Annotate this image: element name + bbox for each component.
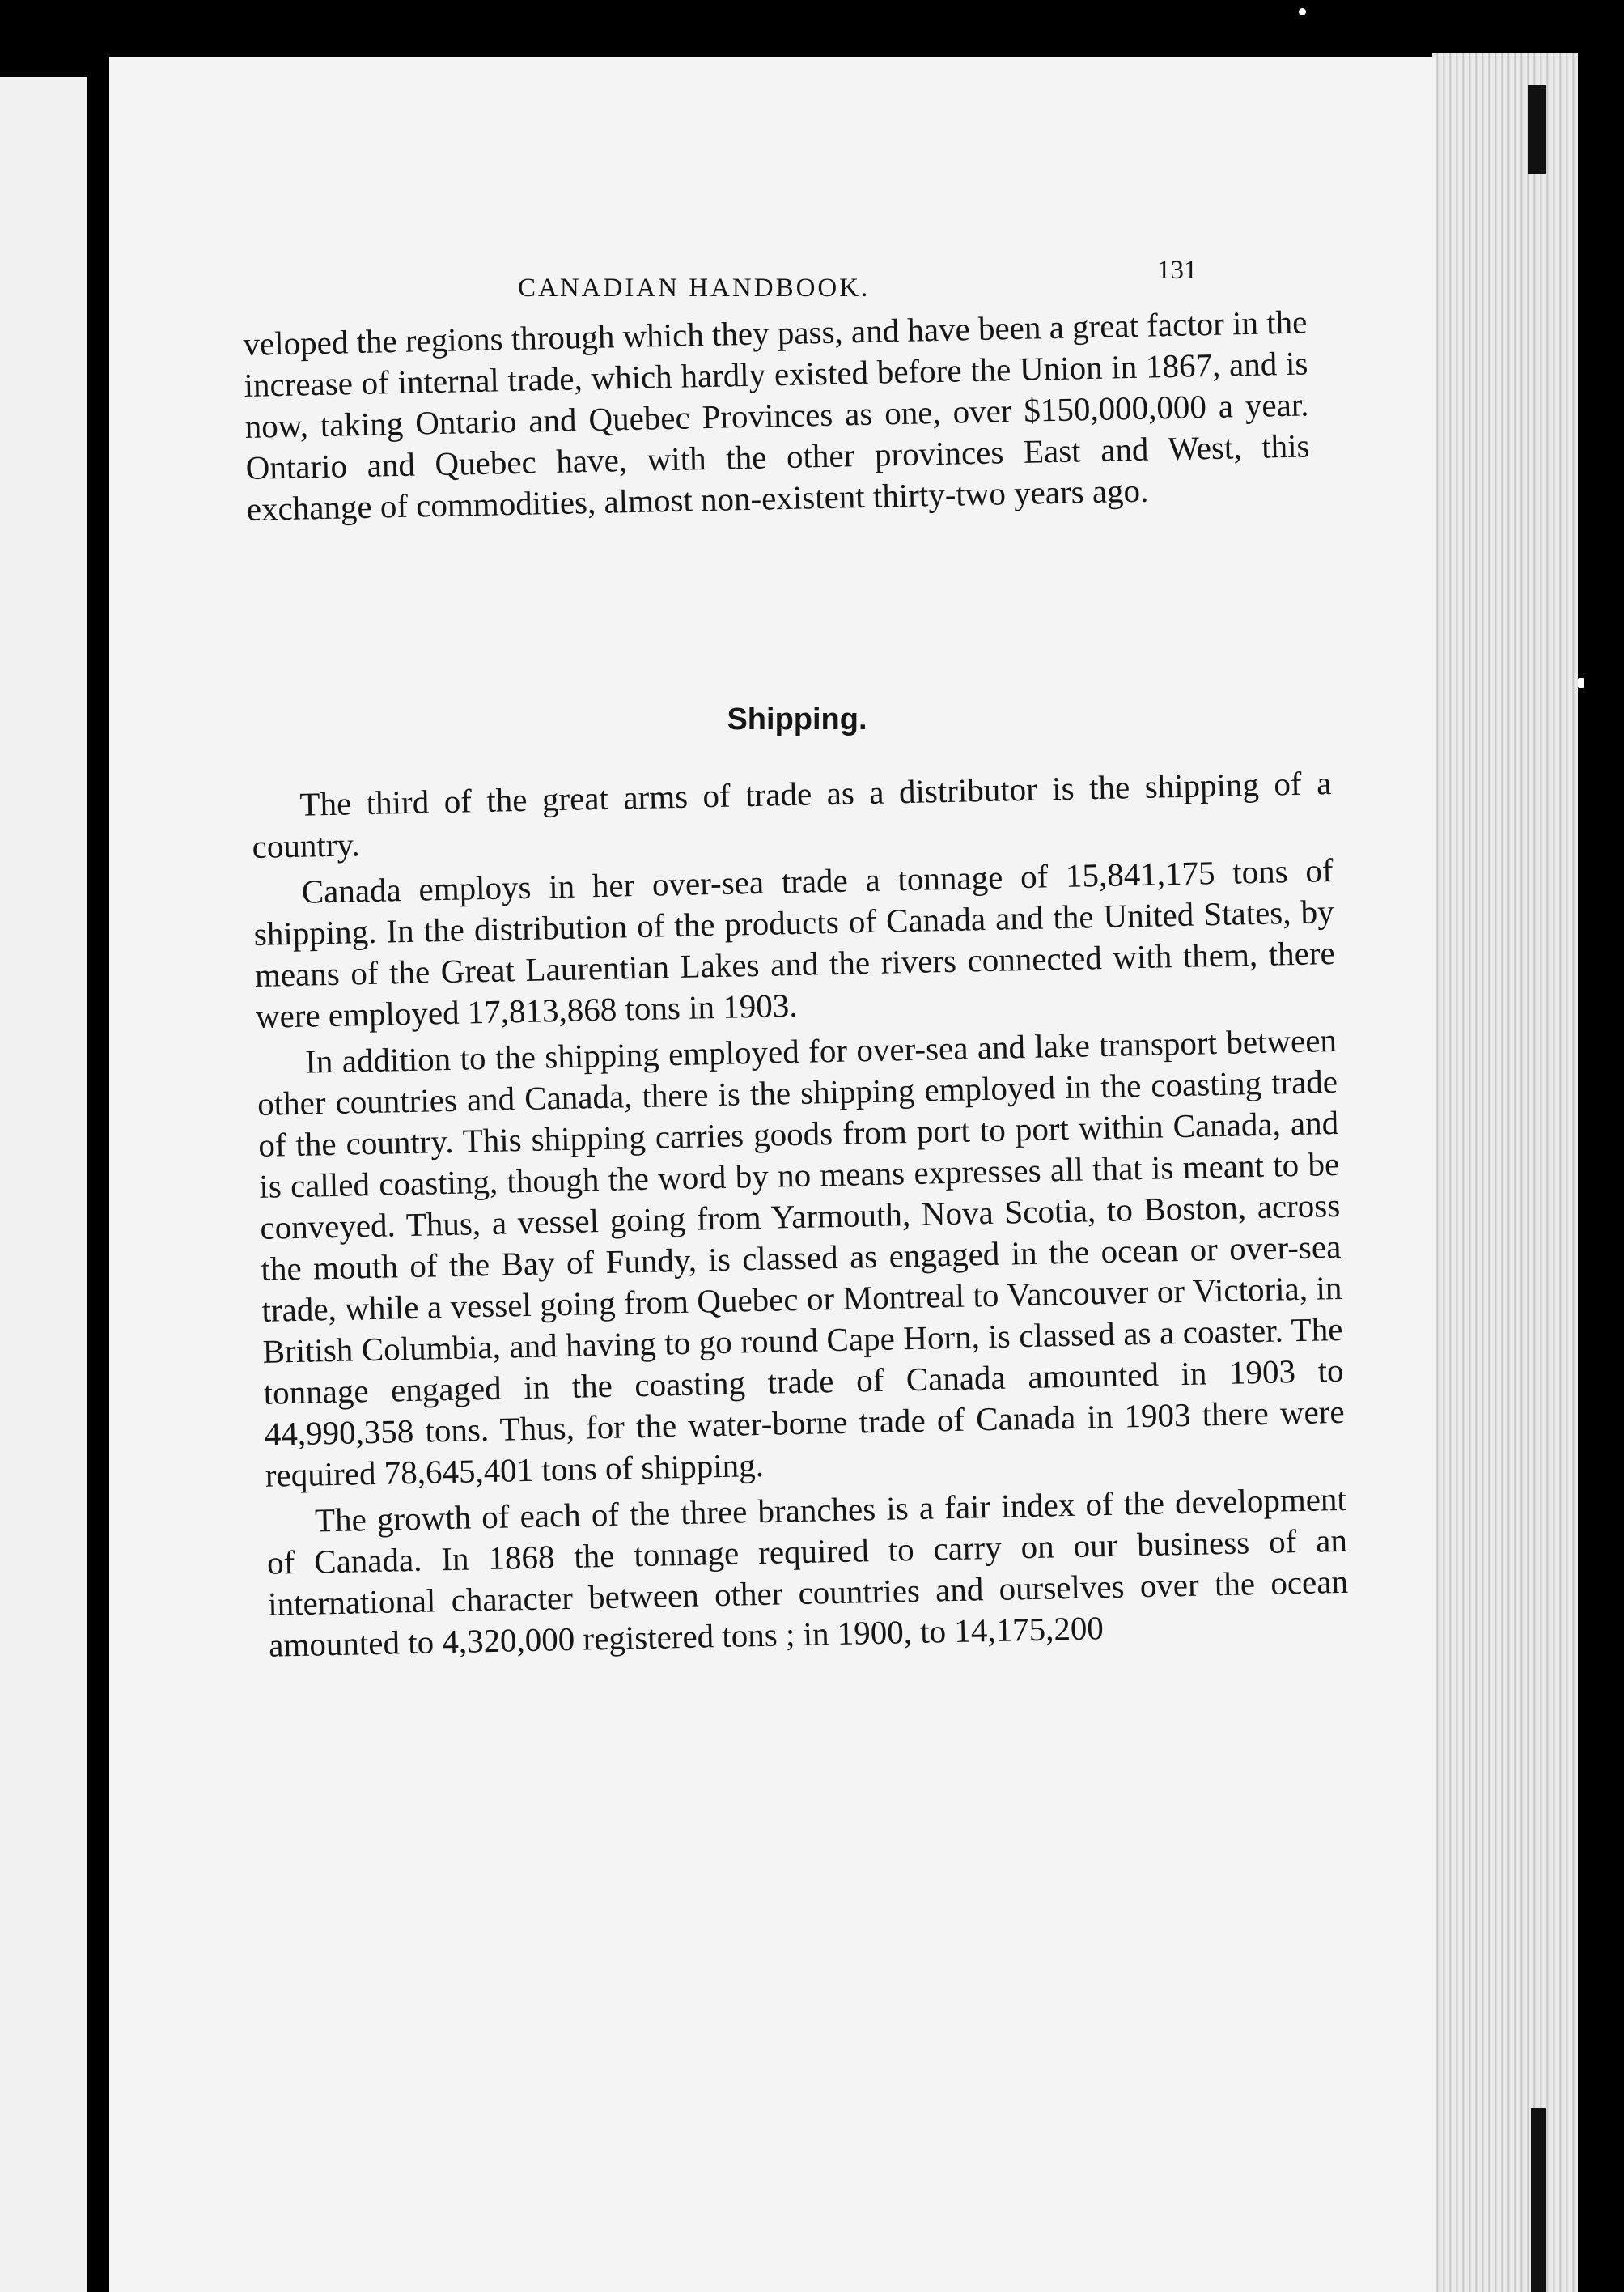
section-body [251, 762, 1350, 1671]
book-page [109, 57, 1436, 2292]
scan-speck [1299, 8, 1306, 15]
paragraph: veloped the regions through which they pass, and have been a great factor in the increase of internal trade, which hardly existed before the Union in 1867, and is now, taking Ontario and Quebec Provinces as one, over $150,000,000 a year. Ontario and Quebec have, with the other provinces East and West, this exchange of commodities, almost non-existent thirty-two years ago. [243, 303, 1310, 528]
section-heading: Shipping. [727, 702, 867, 736]
scan-speck [1578, 678, 1584, 688]
page-stack-edges [1432, 53, 1578, 2292]
running-head: CANADIAN HANDBOOK. [518, 274, 871, 303]
page-number: 131 [1157, 256, 1198, 285]
paragraph: The growth of each of the three branches is a fair index of the development of Canada. In 1868 the tonnage required to carry on our business of an international character between other countries and ourselves over the ocean amounted to 4,320,000 registered tons ; in 1900, to 14,175,200 [266, 1479, 1349, 1664]
facing-page-edge [0, 77, 87, 2292]
intro-text [243, 301, 1311, 534]
paragraph: Canada employs in her over-sea trade a tonnage of 15,841,175 tons of shipping. In the distribution of the products of Canada and the United States, by means of the Great Laurentian Lakes and the rivers connected with them, there were employed 17,813,868 tons in 1903. [253, 851, 1336, 1035]
paragraph: The third of the great arms of trade as a distributor is the shipping of a country. [252, 764, 1332, 865]
paragraph: In addition to the shipping employed for over-sea and lake transport between other countries and Canada, there is the shipping employed in the coasting trade of the country. This shipping carries goods from port to port within Canada, and is called coasting, though the word by no means expresses all that is meant to be conveyed. Thus, a vessel going from Yarmouth, Nova Scotia, to Boston, across the mouth of the Bay of Fundy, is classed as engaged in the ocean or over-sea trade, while a vessel going from Quebec or Montreal to Vancouver or Victoria, in British Columbia, and having to go round Cape Horn, is classed as a coaster. The tonnage engaged in the coasting trade of Canada amounted in 1903 to 44,990,358 tons. Thus, for the water-borne trade of Canada in 1903 there were required 78,645,401 tons of shipping. [257, 1021, 1345, 1494]
edge-tab-mark [1528, 85, 1546, 174]
edge-tab-mark [1531, 2108, 1546, 2292]
